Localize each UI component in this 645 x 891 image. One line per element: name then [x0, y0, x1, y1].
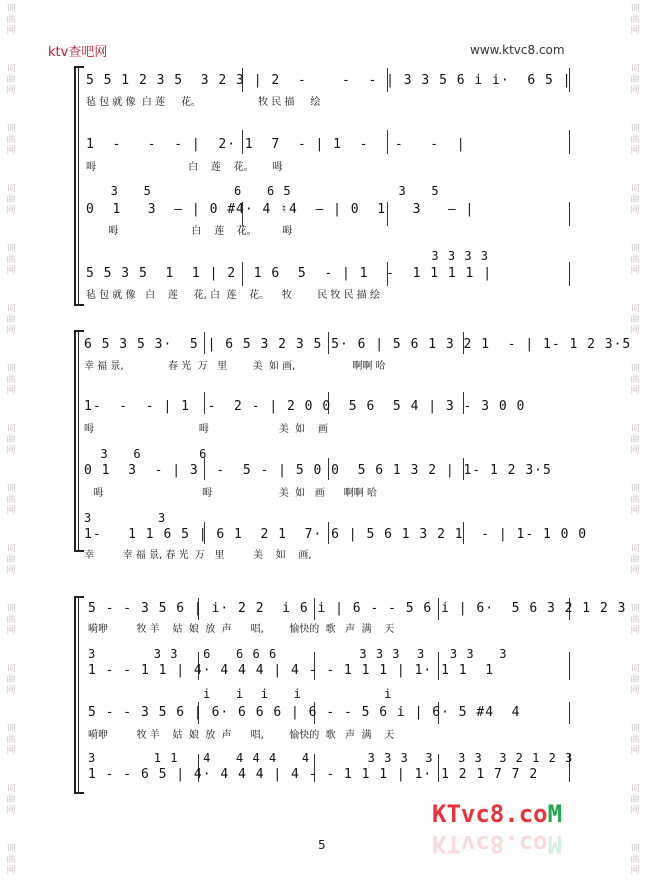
upper-voice-line: 3 6 6	[84, 447, 208, 461]
watermark-glyph: 曲	[6, 495, 16, 505]
score-system-3	[74, 596, 627, 794]
watermark-glyph: 曲	[630, 555, 640, 565]
bracket-cap-bottom	[74, 304, 84, 306]
watermark-glyph: 网	[630, 326, 640, 336]
watermark-glyph: 曲	[6, 15, 16, 25]
watermark-glyph: 曲	[630, 795, 640, 805]
notation-line: 1 - - - | 2· 1 7 - | 1 - - - |	[86, 137, 466, 152]
notation-line: 1 - - 1 1 | 4· 4 4 4 | 4 - - 1 1 1 | 1· 1 1 1	[88, 663, 495, 678]
ktvc8-logo[interactable]	[432, 800, 592, 860]
site-name-header[interactable]: ktv查吧网	[48, 45, 108, 60]
notation-line: 5 - - 3 5 6 | i· 2 2 i 6 i | 6 - - 5 6 i | 6· 5 6 3 2 1 2 3	[88, 601, 627, 616]
lyric-line: 毡 包 就 像 白 莲 花。 牧 民 描 绘	[86, 97, 321, 108]
watermark-glyph: 曲	[630, 675, 640, 685]
watermark-glyph: 网	[6, 566, 16, 576]
watermark-glyph: 曲	[630, 375, 640, 385]
system-bracket-thin	[78, 66, 79, 306]
watermark-glyph: 词	[6, 124, 16, 134]
system-bracket	[74, 596, 76, 794]
watermark-glyph: 曲	[6, 735, 16, 745]
watermark-glyph: 词	[630, 64, 640, 74]
watermark-glyph: 词	[6, 304, 16, 314]
watermark-glyph: 词	[630, 184, 640, 194]
watermark-glyph: 词	[6, 604, 16, 614]
watermark-glyph: 网	[630, 566, 640, 576]
notation-line: 1 - - 6 5 | 4· 4 4 4 | 4 - - 1 1 1 | 1· 1 2 1 7 7 2	[88, 767, 539, 782]
watermark-glyph: 网	[630, 506, 640, 516]
watermark-glyph: 曲	[6, 555, 16, 565]
system-bracket-thin	[78, 596, 79, 794]
watermark-glyph: 曲	[6, 315, 16, 325]
notation-line: 0 1 3 — | 0 #4· 4 ♮4 — | 0 1 3 — |	[86, 202, 475, 217]
watermark-glyph: 词	[6, 364, 16, 374]
system-bracket	[74, 66, 76, 306]
watermark-glyph: 曲	[6, 195, 16, 205]
watermark-glyph: 网	[6, 686, 16, 696]
page-number: 5	[318, 838, 326, 852]
watermark-glyph: 曲	[6, 795, 16, 805]
watermark-glyph: 词	[6, 244, 16, 254]
logo-text: KTvc8.coM	[432, 800, 563, 828]
watermark-glyph: 词	[630, 4, 640, 14]
bracket-cap-bottom	[74, 550, 84, 552]
lyric-line: 毡 包 就 像 白 莲 花, 白 莲 花。 牧 民 牧 民 描 绘	[86, 290, 380, 301]
watermark-glyph: 词	[630, 424, 640, 434]
watermark-glyph: 词	[6, 64, 16, 74]
watermark-glyph: 词	[6, 4, 16, 14]
notation-line: 5 5 3 5 1 1 | 2 1 6 5 - | 1 - 1 1 1 1 |	[86, 266, 493, 281]
watermark-glyph: 词	[630, 484, 640, 494]
watermark-glyph: 网	[6, 746, 16, 756]
notation-line: 0 1 3 - | 3 - 5 - | 5 0 0 5 6 1 3 2 | 1- 1 2 3·5	[84, 463, 552, 478]
bracket-cap-top	[74, 330, 84, 332]
notation-line: 1- - - | 1 - 2 - | 2 0 0 5 6 5 4 | 3 - 3 0 0	[84, 399, 526, 414]
score-system-1	[74, 66, 574, 306]
watermark-glyph: 曲	[630, 15, 640, 25]
watermark-glyph: 词	[6, 424, 16, 434]
watermark-glyph: 网	[630, 686, 640, 696]
upper-voice-line: 3 3 3 6 6 6 6 3 3 3 3 3 3 3	[88, 647, 508, 661]
upper-voice-line: 3 3 3 3	[86, 249, 490, 263]
watermark-glyph: 曲	[6, 255, 16, 265]
lyric-line: 幸 福 景, 春 光 万 里 美 如 画, 啊啊 哈	[84, 361, 386, 372]
lyric-line: 呣 白 莲 花。 呣	[86, 162, 283, 173]
notation-line: 1- 1 1 6 5 | 6 1 2 1 7· 6 | 5 6 1 3 2 1 - | 1- 1 0 0	[84, 527, 588, 542]
watermark-glyph: 词	[630, 724, 640, 734]
watermark-glyph: 词	[6, 844, 16, 854]
watermark-glyph: 网	[6, 806, 16, 816]
system-bracket-thin	[78, 330, 79, 552]
site-url-header[interactable]: www.ktvc8.com	[470, 43, 565, 57]
watermark-glyph: 曲	[630, 255, 640, 265]
bar-line	[569, 130, 570, 154]
right-side-watermark	[628, 0, 642, 891]
upper-voice-line: i i i i i	[88, 687, 393, 701]
bar-line	[569, 202, 570, 226]
watermark-glyph: 词	[630, 844, 640, 854]
watermark-glyph: 曲	[630, 315, 640, 325]
watermark-glyph: 网	[630, 146, 640, 156]
upper-voice-line: 3 1 1 4 4 4 4 4 3 3 3 3 3 3 3 2 1 2 3	[88, 751, 574, 765]
watermark-glyph: 网	[630, 266, 640, 276]
notation-line: 5 - - 3 5 6 | 6· 6 6 6 | 6 - - 5 6 i | 6· 5 #4 4	[88, 705, 521, 720]
watermark-glyph: 曲	[6, 135, 16, 145]
watermark-glyph: 词	[630, 544, 640, 554]
lyric-line: 嗬咿 牧 羊 姑 娘 放 声 唱, 愉快的 歌 声 满 天	[88, 624, 395, 635]
watermark-glyph: 网	[630, 206, 640, 216]
watermark-glyph: 词	[6, 184, 16, 194]
bar-line	[569, 262, 570, 286]
watermark-glyph: 网	[630, 26, 640, 36]
lyric-line: 嗬咿 牧 羊 姑 娘 放 声 唱, 愉快的 歌 声 满 天	[88, 730, 395, 741]
watermark-glyph: 网	[6, 326, 16, 336]
watermark-glyph: 曲	[6, 675, 16, 685]
score-system-2	[74, 330, 632, 561]
watermark-glyph: 网	[630, 866, 640, 876]
watermark-glyph: 网	[630, 806, 640, 816]
watermark-glyph: 词	[630, 124, 640, 134]
watermark-glyph: 网	[6, 146, 16, 156]
watermark-glyph: 曲	[6, 855, 16, 865]
notation-line: 6 5 3 5 3· 5 | 6 5 3 2 3 5 5· 6 | 5 6 1 3 2 1 - | 1- 1 2 3·5	[84, 337, 632, 352]
bar-line	[569, 702, 570, 724]
watermark-glyph: 词	[630, 664, 640, 674]
watermark-glyph: 网	[6, 386, 16, 396]
watermark-glyph: 曲	[630, 855, 640, 865]
watermark-glyph: 词	[6, 724, 16, 734]
watermark-glyph: 词	[6, 544, 16, 554]
bracket-cap-bottom	[74, 792, 84, 794]
logo-reflection: KTvc8.coM	[432, 830, 563, 858]
upper-voice-line: 3 5 6 6 5 3 5	[86, 184, 440, 198]
lyric-line: 幸 幸 福 景, 春 光 万 里 美 如 画,	[84, 550, 312, 561]
watermark-glyph: 曲	[6, 615, 16, 625]
watermark-glyph: 曲	[6, 435, 16, 445]
watermark-glyph: 网	[6, 866, 16, 876]
watermark-glyph: 网	[6, 626, 16, 636]
bar-line	[569, 652, 570, 680]
watermark-glyph: 曲	[630, 135, 640, 145]
watermark-glyph: 词	[6, 664, 16, 674]
notation-line: 5 5 1 2 3 5 3 2 3 | 2 - - - | 3 3 5 6 i i· 6 5 |	[86, 73, 572, 88]
lyric-line: 呣 呣 美 如 画	[84, 424, 328, 435]
watermark-glyph: 词	[630, 364, 640, 374]
watermark-glyph: 网	[6, 266, 16, 276]
watermark-glyph: 网	[6, 26, 16, 36]
watermark-glyph: 词	[630, 244, 640, 254]
watermark-glyph: 词	[630, 304, 640, 314]
watermark-glyph: 词	[6, 484, 16, 494]
watermark-glyph: 曲	[630, 495, 640, 505]
watermark-glyph: 网	[630, 746, 640, 756]
watermark-glyph: 网	[630, 86, 640, 96]
watermark-glyph: 网	[630, 386, 640, 396]
watermark-glyph: 网	[6, 506, 16, 516]
lyric-line: 呣 白 莲 花。 呣	[86, 226, 293, 237]
system-bracket	[74, 330, 76, 552]
watermark-glyph: 曲	[630, 75, 640, 85]
lyric-line: 呣 呣 美 如 画 啊啊 哈	[84, 488, 377, 499]
watermark-glyph: 曲	[630, 615, 640, 625]
watermark-glyph: 词	[6, 784, 16, 794]
watermark-glyph: 曲	[630, 195, 640, 205]
watermark-glyph: 词	[630, 604, 640, 614]
watermark-glyph: 网	[630, 446, 640, 456]
watermark-glyph: 曲	[630, 435, 640, 445]
watermark-glyph: 网	[6, 446, 16, 456]
watermark-glyph: 曲	[630, 735, 640, 745]
watermark-glyph: 网	[630, 626, 640, 636]
upper-voice-line: 3 3	[84, 511, 167, 525]
bracket-cap-top	[74, 66, 84, 68]
watermark-glyph: 词	[630, 784, 640, 794]
watermark-glyph: 网	[6, 206, 16, 216]
watermark-glyph: 曲	[6, 375, 16, 385]
watermark-glyph: 曲	[6, 75, 16, 85]
bracket-cap-top	[74, 596, 84, 598]
left-side-watermark	[4, 0, 18, 891]
watermark-glyph: 网	[6, 86, 16, 96]
